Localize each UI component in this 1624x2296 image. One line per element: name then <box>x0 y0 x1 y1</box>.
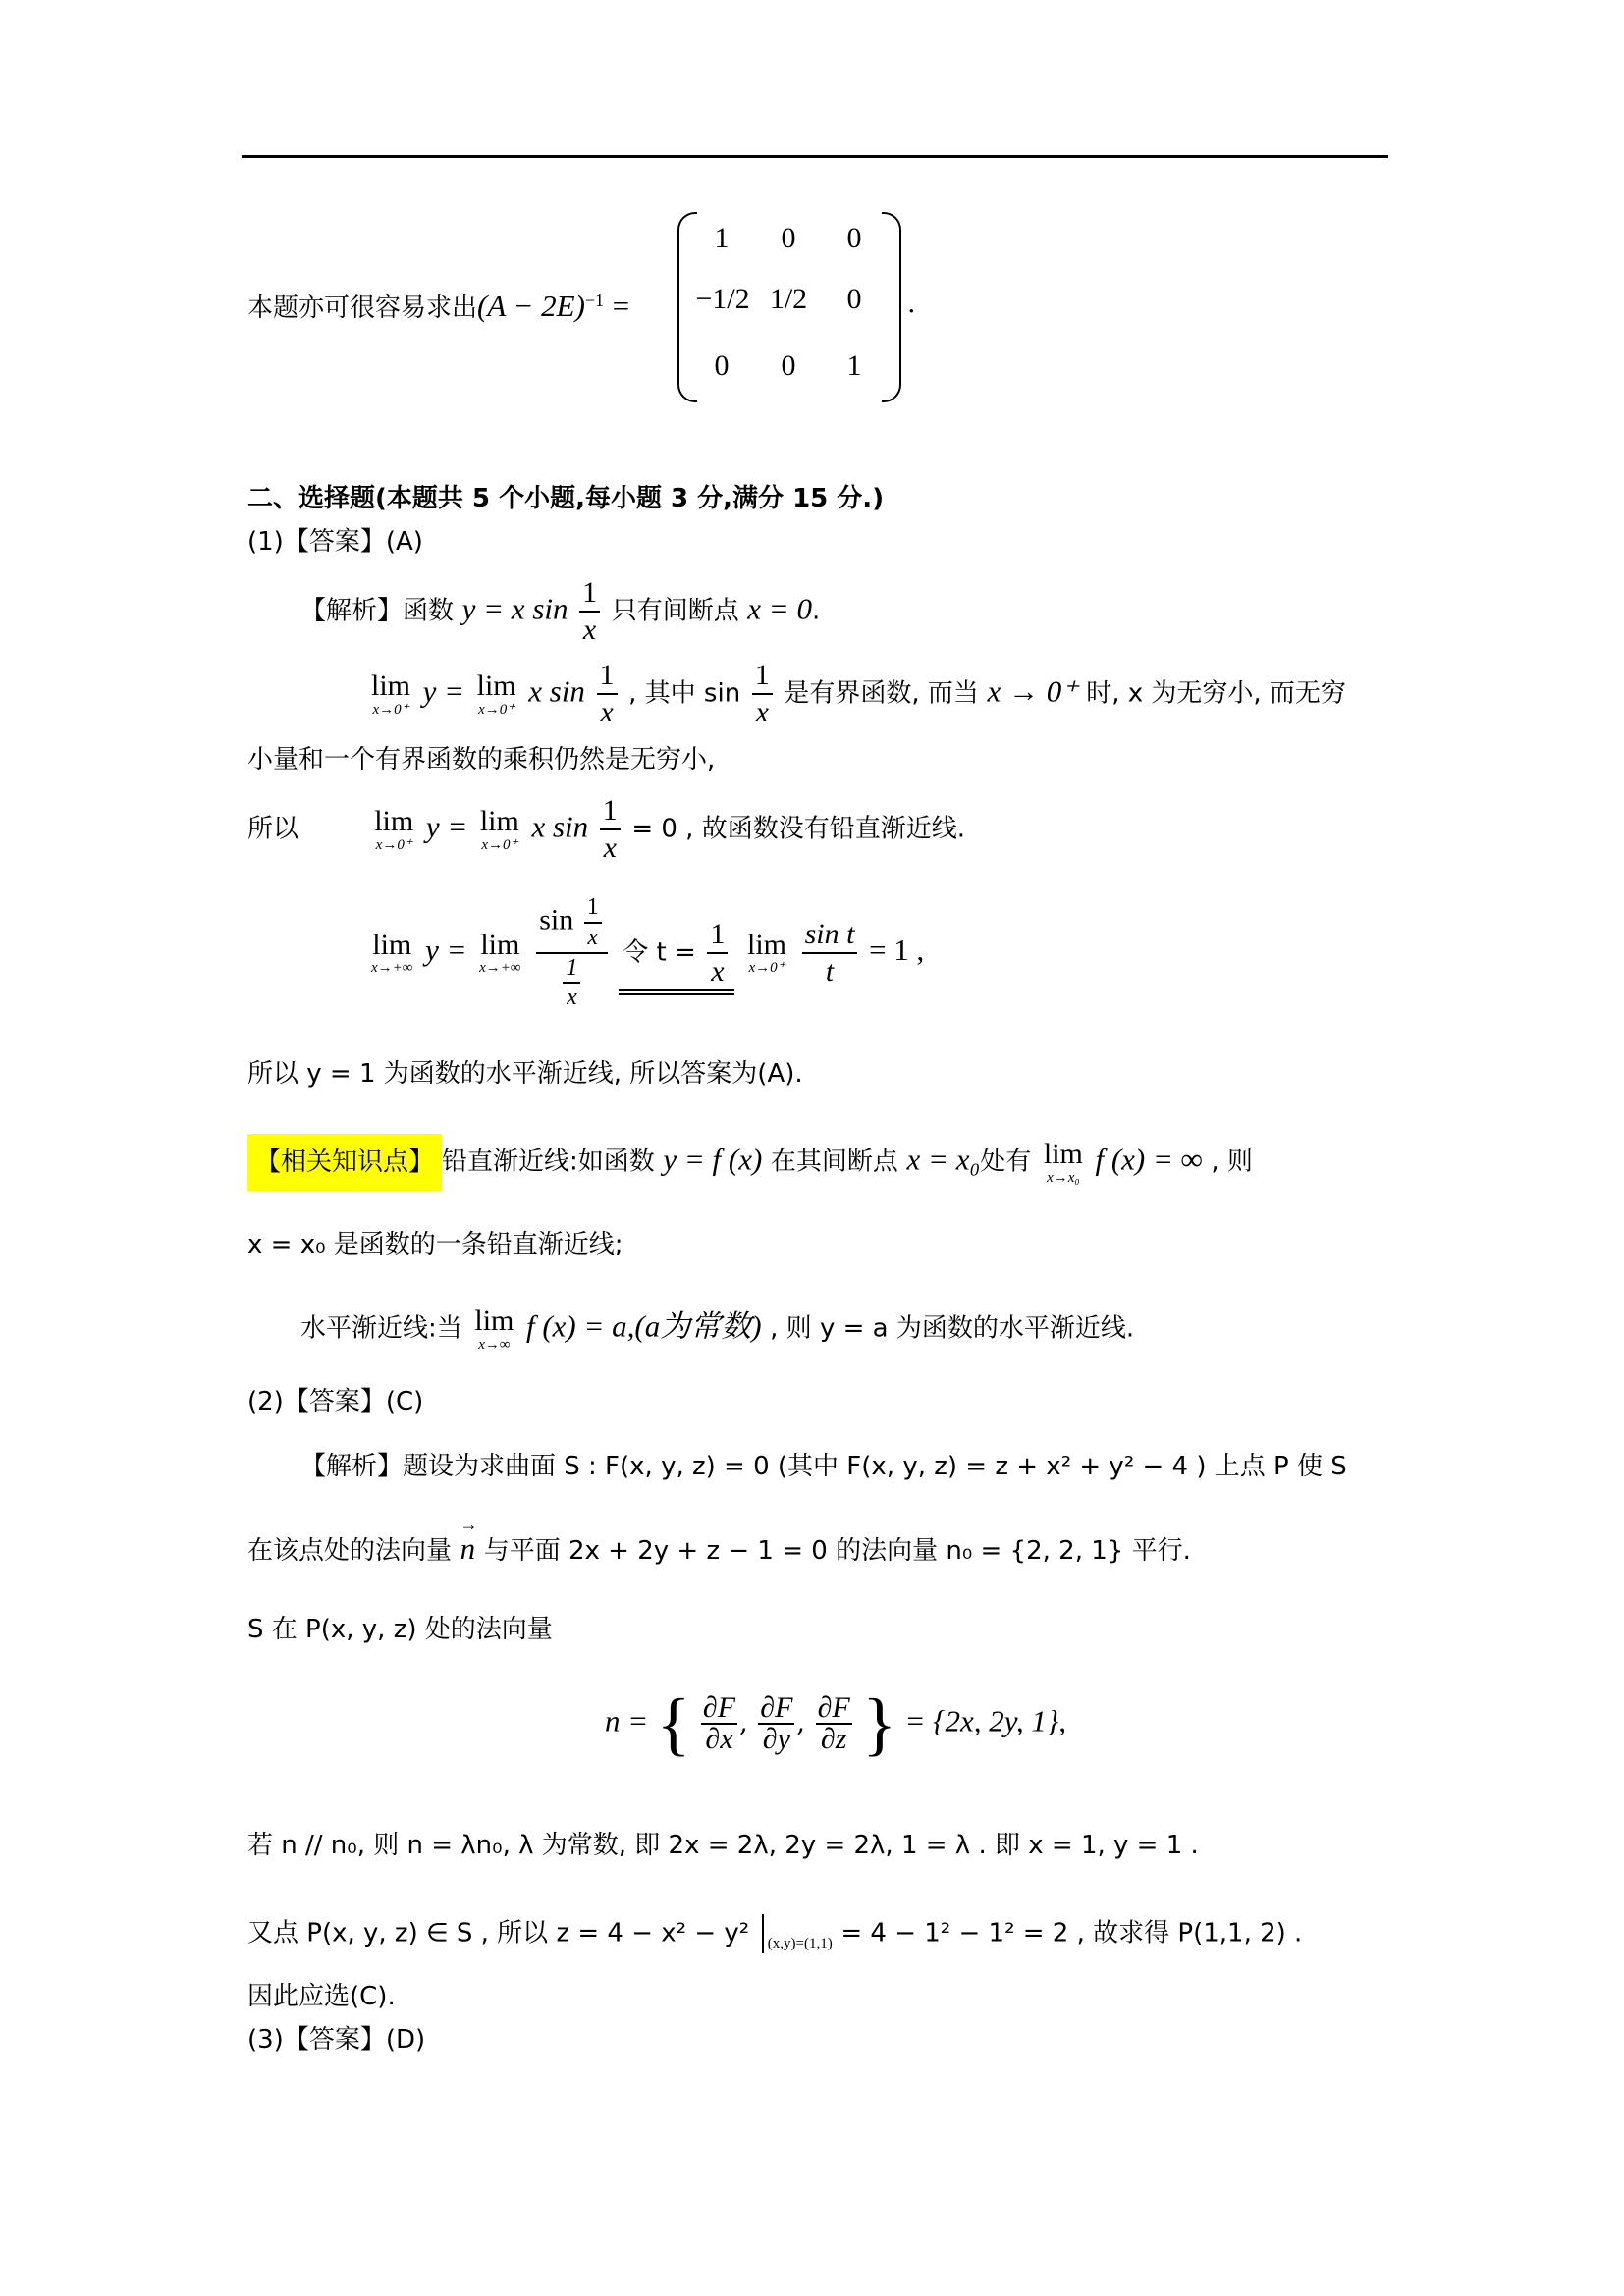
header-rule <box>242 155 1388 158</box>
limit-symbol: lim x→0⁺ <box>374 805 414 853</box>
q1-line5: lim x→+∞ y = lim x→+∞ sin $\frac{1}{x}$ $\frac{1}{x}$ 令 t = $\frac{1}{x}$ lim x→0⁺ $\frac{\text{sin t}}{t}$ = 1 , <box>371 894 925 1011</box>
inverse-matrix <box>677 212 901 399</box>
knowledge-line2: x = x₀ 是函数的一条铅直渐近线; <box>247 1230 623 1259</box>
limit-symbol: lim x→0⁺ <box>476 669 516 718</box>
matrix-cell: 1/2 <box>769 283 808 315</box>
matrix-cell: −1/2 <box>695 283 750 315</box>
matrix-cell: 1 <box>714 222 730 254</box>
matrix-right-bracket <box>882 212 901 402</box>
limit-symbol: lim x→x₀ <box>1043 1138 1083 1186</box>
limit-symbol: lim x→+∞ <box>479 928 521 977</box>
section-title: 二、选择题(本题共 5 个小题,每小题 3 分,满分 15 分.) <box>247 484 885 513</box>
q2-line2: 在该点处的法向量 → n 与平面 2x + 2y + z − 1 = 0 的法向量 n₀ = {2, 2, 1} 平行. <box>247 1533 1191 1564</box>
fraction: $\frac{\text{sin t}}{t}$ <box>802 917 858 989</box>
q1-answer: (1)【答案】(A) <box>247 527 423 557</box>
q2-answer: (2)【答案】(C) <box>247 1387 424 1416</box>
q2-line7: 因此应选(C). <box>247 1982 396 2011</box>
limit-symbol: lim x→∞ <box>474 1305 514 1353</box>
limit-symbol: lim x→0⁺ <box>479 805 519 853</box>
matrix-cell: 0 <box>846 222 862 254</box>
matrix-cell: 1 <box>846 349 862 382</box>
fraction: $\frac{1}{x}$ <box>752 658 773 730</box>
substitution-mark: 令 t = $\frac{1}{x}$ <box>619 917 734 995</box>
analysis-label: 【解析】 <box>300 596 404 626</box>
knowledge-line3: 水平渐近线:当 lim x→∞ f (x) = a,(a为常数) , 则 y = a 为函数的水平渐近线. <box>300 1305 1135 1353</box>
limit-symbol: lim x→+∞ <box>371 928 413 977</box>
fraction: $\frac{1}{x}$ <box>579 575 600 648</box>
q1-conclusion: 所以 y = 1 为函数的水平渐近线, 所以答案为(A). <box>247 1059 803 1089</box>
limit-symbol: lim x→0⁺ <box>371 669 411 718</box>
fraction: $\frac{1}{x}$ <box>597 658 618 730</box>
limit-symbol: lim x→0⁺ <box>747 928 787 977</box>
matrix-cell: 0 <box>714 349 730 382</box>
q2-line1: 【解析】题设为求曲面 S : F(x, y, z) = 0 (其中 F(x, y, z) = z + x² + y² − 4 ) 上点 P 使 S <box>300 1452 1347 1481</box>
left-brace: { <box>656 1684 691 1763</box>
knowledge-line1: 【相关知识点】 铅直渐近线:如函数 y = f (x) 在其间断点 x = x₀处有 lim x→x₀ f (x) = ∞ , 则 <box>247 1139 1253 1186</box>
q1-limit-line: lim x→0⁺ y = lim x→0⁺ x sin $\frac{1}{x}$ , 其中 sin $\frac{1}{x}$ 是有界函数, 而当 x → 0⁺ 时, x 为无穷小, 而无穷 <box>371 659 1346 728</box>
matrix-left-bracket <box>677 212 697 402</box>
normal-vector-n: → n <box>460 1533 476 1564</box>
intro-period: . <box>907 289 916 319</box>
q1-analysis-line1: 【解析】函数 y = x sin $\frac{1}{x}$ 只有间断点 x = 0. <box>300 576 821 646</box>
q2-line6: 又点 P(x, y, z) ∈ S , 所以 z = 4 − x² − y² $_{(x,y)=(1,1)}$ = 4 − 1² − 1² = 2 , 故求得 P(1,1, 2) . <box>247 1914 1302 1953</box>
matrix-cell: 0 <box>846 283 862 315</box>
intro-expr: (A − 2E) <box>477 289 585 323</box>
intro-line <box>247 291 629 321</box>
q1-line3: 小量和一个有界函数的乘积仍然是无穷小, <box>247 745 716 774</box>
knowledge-highlight-label: 【相关知识点】 <box>247 1134 442 1191</box>
intro-exp: −1 <box>584 291 605 310</box>
q1-line4: 所以 lim x→0⁺ y = lim x→0⁺ x sin $\frac{1}{x}$ = 0 , 故函数没有铅直渐近线. <box>247 794 965 864</box>
q2-line3: S 在 P(x, y, z) 处的法向量 <box>247 1615 553 1644</box>
intro-text: 本题亦可很容易求出 <box>247 294 478 323</box>
intro-eq: = <box>612 289 630 323</box>
q3-answer: (3)【答案】(D) <box>247 2025 426 2055</box>
q2-line5: 若 n // n₀, 则 n = λn₀, λ 为常数, 即 2x = 2λ, 2y = 2λ, 1 = λ . 即 x = 1, y = 1 . <box>247 1831 1199 1860</box>
fraction: $\frac{1}{x}$ <box>600 793 621 866</box>
matrix-cell: 0 <box>781 349 796 382</box>
compound-fraction: sin $\frac{1}{x}$ $\frac{1}{x}$ <box>536 893 608 1012</box>
q2-normal-vector: n = { $\frac{\partial F}{\partial x}$ , $\frac{\partial F}{\partial y}$ , $\frac{\partial F}{\partial z}$ } = {2x, 2y, 1}, <box>605 1684 1067 1763</box>
right-brace: } <box>862 1684 896 1763</box>
matrix-cell: 0 <box>781 222 796 254</box>
